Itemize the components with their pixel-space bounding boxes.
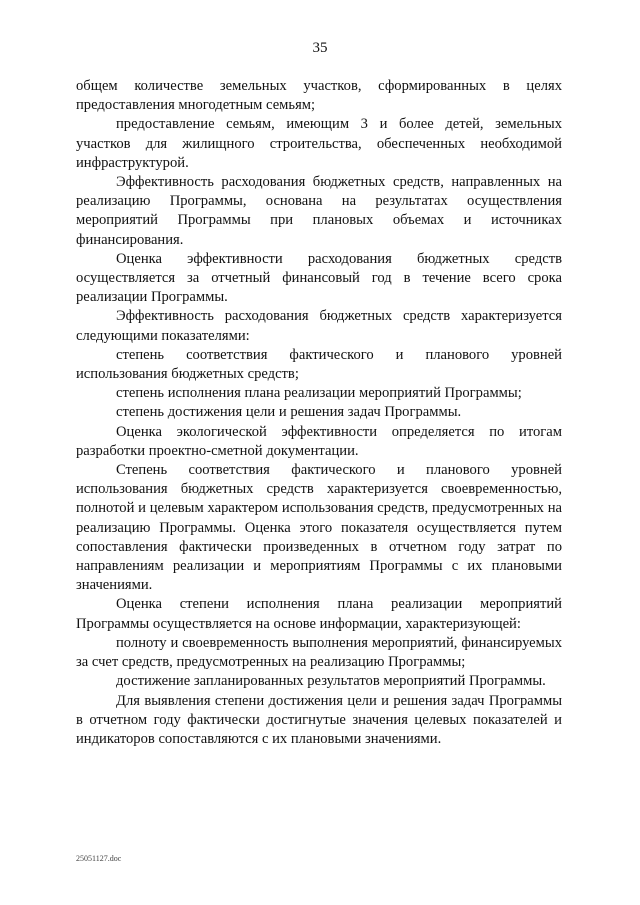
paragraph-10: Степень соответствия фактического и планового уровней использования бюджетных средств характеризуется своевременностью, полнотой и целевым характером использования средств, предусмотренных на реализацию Программы. Оценка этого показателя осуществляется путем сопоставления фактически произведенных в отчетном году затрат по направлениям реализации и мероприятиям Программы с их плановыми значениями. — [76, 462, 562, 594]
paragraph-6: степень соответствия фактического и планового уровней использования бюджетных средств; — [76, 346, 562, 383]
paragraph-7: степень исполнения плана реализации мероприятий Программы; — [116, 385, 522, 402]
document-body — [76, 77, 562, 749]
paragraph-11: Оценка степени исполнения плана реализации мероприятий Программы осуществляется на основе информации, характеризующей: — [76, 596, 562, 632]
paragraph-3: Эффективность расходования бюджетных средств, направленных на реализацию Программы, основана на результатах осуществления мероприятий Программы при плановых объемах и источниках финансирования. — [76, 174, 562, 248]
paragraph-4: Оценка эффективности расходования бюджетных средств осуществляется за отчетный финансовый год в течение всего срока реализации Программы. — [76, 250, 562, 306]
paragraph-1: общем количестве земельных участков, сформированных в целях предоставления многодетным семьям; — [76, 78, 562, 114]
paragraph-5: Эффективность расходования бюджетных средств характеризуется следующими показателями: — [76, 308, 562, 344]
footer-filename: 25051127.doc — [76, 854, 122, 863]
paragraph-9: Оценка экологической эффективности определяется по итогам разработки проектно-сметной документации. — [76, 423, 562, 459]
paragraph-2: предоставление семьям, имеющим 3 и более детей, земельных участков для жилищного строительства, обеспеченных необходимой инфраструктурой. — [76, 116, 562, 171]
paragraph-12: полноту и своевременность выполнения мероприятий, финансируемых за счет средств, предусмотренных на реализацию Программы; — [76, 634, 562, 671]
paragraph-13: достижение запланированных результатов мероприятий Программы. — [116, 673, 546, 690]
paragraph-14: Для выявления степени достижения цели и решения задач Программы в отчетном году фактически достигнутые значения целевых показателей и индикаторов сопоставляются с их плановыми значениями. — [76, 692, 562, 747]
page-number: 35 — [312, 40, 328, 56]
paragraph-8: степень достижения цели и решения задач Программы. — [116, 404, 462, 421]
